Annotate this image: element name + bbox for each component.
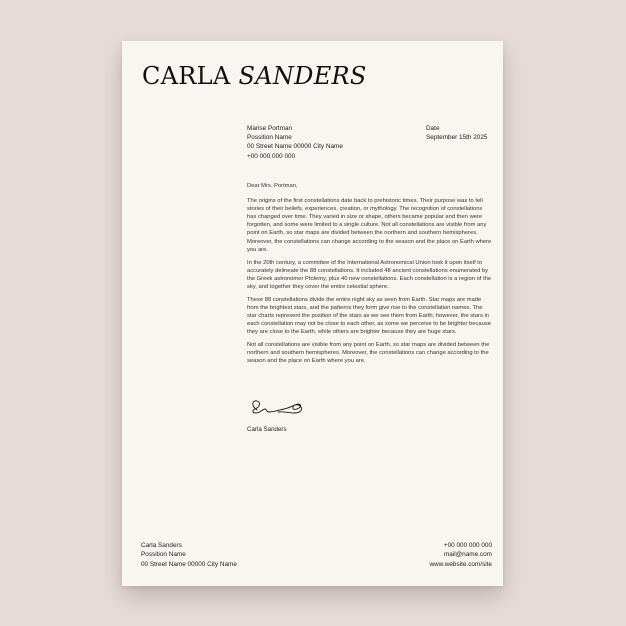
- date-value: September 15th 2025: [426, 134, 488, 142]
- recipient-position: Possition Name: [247, 134, 292, 142]
- signature-graphic: [247, 397, 309, 419]
- first-name: CARLA: [142, 62, 231, 90]
- recipient-block: [247, 124, 343, 161]
- footer-contact-right: [429, 541, 492, 569]
- footer-email[interactable]: mail@name.com: [443, 551, 492, 559]
- paragraph-1: The origins of the first constellations date back to prehistoric times. Their purpose was to tell stories of their beliefs, experiences, creation, or mythology. The recognition of constellations has changed over time. They varied in size or shape, others became popular and then were forgotten, and some were limited to a single culture. Not all constellations are visible from any point on Earth, so star maps are divided between the northern and southern hemispheres. Moreover, the constellations can change according to the season and the place on Earth where you are.: [247, 198, 492, 253]
- paragraph-4: Not all constellations are visible from any point on Earth, so star maps are divided between the northern and southern hemispheres. Moreover, the constellations can change according to the season and the place on Earth where you are.: [247, 341, 490, 365]
- recipient-phone: +00 000 000 000: [247, 152, 296, 160]
- recipient-name: Marise Portman: [247, 125, 293, 132]
- paragraph-2: In the 20th century, a committee of the International Astronomical Union took it upon itself to accurately delineate the 88 constellations. It included 48 ancient constellations enumerated by the Greek astronomer Ptolemy, plus 40 new constellations. Each constellation is a region of the sky, and together they cover the entire celestial sphere.: [247, 259, 492, 290]
- footer-phone: +00 000 000 000: [443, 542, 492, 549]
- footer-name: Carla Sanders: [141, 542, 182, 549]
- paragraph-3: These 88 constellations divide the entire night sky as seen from Earth. Star maps are made from the brightest stars, and the patterns they form give rise to the constellation names. The star charts represent the position of the stars as we see them from Earth; however, the stars in each constellation may not be close to each other, as some we perceive to be brighter because they are close to the Earth, while others are brighter because they are huge stars.: [247, 296, 491, 336]
- letterhead-page: [122, 41, 503, 586]
- date-block: [426, 124, 487, 142]
- footer-website[interactable]: www.website.com/site: [429, 560, 492, 568]
- letter-body: [247, 182, 493, 370]
- recipient-address: 00 Street Name 00000 City Name: [247, 143, 343, 151]
- date-label: Date: [426, 125, 440, 132]
- footer-address: 00 Street Name 00000 City Name: [141, 560, 237, 568]
- letterhead-name: [142, 64, 367, 88]
- signer-name: Carla Sanders: [247, 426, 287, 433]
- salutation: Dear Mrs. Portman,: [247, 183, 298, 189]
- footer-position: Possition Name: [141, 551, 186, 559]
- footer-contact-left: [141, 541, 237, 569]
- last-name: SANDERS: [238, 62, 367, 90]
